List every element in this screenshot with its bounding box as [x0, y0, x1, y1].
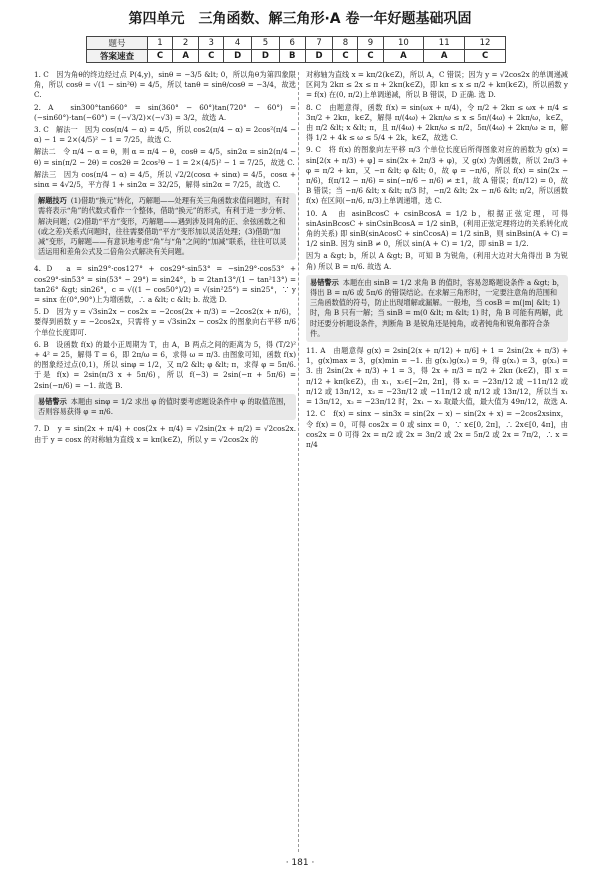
answer-cell: C — [148, 50, 173, 63]
solution-3-method-2: 解法二 令 π/4 − α = θ，则 α = π/4 − θ，cosθ = 4/5，sin2α = sin2(π/4 − θ) = sin(π/2 − 2θ) = cos2θ = 2cos²θ − 1 = 2×(4/5)² − 1 = 7/25，故选 C. — [34, 147, 296, 167]
answer-cell: C — [333, 50, 358, 63]
question-number: 11 — [424, 37, 465, 50]
tip-label: 解题技巧 — [38, 196, 67, 206]
right-column — [306, 70, 568, 860]
warning-text-2: 本题在由 sinB = 1/2 求角 B 的值时，容易忽略题设条件 a &gt; b，得出 B = π/6 或 5π/6 的错误结论。在求解三角形时，一定要注意角的范围和三角函数值的符号，防止出现增解或漏解。一般地，当 cosB = m(|m| &lt; 1) 时，角 B 只有一解；当 sinB = m(0 &lt; m &lt; 1) 时，角 B 可能有两解，此时还要分析题设条件，判断角 B 是锐角还是钝角，或者钝角和锐角都符合条件。 — [310, 277, 564, 338]
column-divider — [298, 72, 299, 852]
tip-box — [34, 193, 296, 260]
question-number: 12 — [465, 37, 506, 50]
page-number: · 181 · — [285, 858, 315, 868]
solution-6: 6. B 设函数 f(x) 的最小正周期为 T，由 A，B 两点之间的距离为 5，得 (T/2)² + 4² = 25，解得 T = 6，即 2π/ω = 6，求得 ω = π/3. 由图象可知，函数 f(x) 的图象经过点(0,1)，所以 sinφ = 1/2，又 π/2 &lt; φ &lt; π，求得 φ = 5π/6. 于是 f(x) = 2sin(π/3 x + 5π/6)，所以 f(−3) = 2sin(−π + 5π/6) = 2sin(−π/6) = −1. 故选 B. — [34, 339, 296, 390]
warning-box — [34, 394, 296, 420]
question-number: 3 — [199, 37, 224, 50]
question-number: 6 — [279, 37, 305, 50]
answer-cell: D — [224, 50, 252, 63]
solution-7-continued: 对称轴为直线 x = kπ/2(k∈Z)，所以 A，C 错误；因为 y = √2cos2x 的单调递减区间为 2kπ ≤ 2x ≤ π + 2kπ(k∈Z)，即 kπ ≤ x ≤ π/2 + kπ(k∈Z)，所以函数 y = f(x) 在(0, π/2)上单调递减，所以 B 错误，D 正确. 选 D. — [306, 70, 568, 100]
solution-10: 10. A 由 asinBcosC + csinBcosA = 1/2 b，根据正弦定理，可得 sinAsinBcosC + sinCsinBcosA = 1/2 sinB，(利用正弦定理将边的关系转化成角的关系) 即 sinB(sinAcosC + sinCcosA) = 1/2 sinB，则 sinBsin(A + C) = 1/2 sinB. 因为 sinB ≠ 0，所以 sin(A + C) = 1/2，即 sinB = 1/2. — [306, 208, 568, 249]
answer-cell: D — [305, 50, 333, 63]
answer-table-header: 答案速查 — [87, 50, 148, 63]
warning-text: 本题由 sinφ = 1/2 求出 φ 的值时要考虑题设条件中 φ 的取值范围，否则容易获得 φ = π/6. — [38, 396, 291, 417]
solution-4: 4. D a = sin29°·cos127° + cos29°·sin53° = −sin29°·cos53° + cos29°·sin53° = sin(53° − 29°) = sin24°，b = 2tan13°/(1 − tan²13°) = tan26° &gt; sin26°，c = √((1 − cos50°)/2) = √(sin²25°) = sin25°，∵ y = sinx 在(0°,90°)上为增函数，∴ a &lt; c &lt; b. 故选 D. — [34, 264, 296, 305]
solution-9: 9. C 将 f(x) 的图象向左平移 π/3 个单位长度后所得图象对应的函数为 g(x) = sin[2(x + π/3) + φ] = sin(2x + 2π/3 + φ)，又 g(x) 为偶函数，所以 2π/3 + φ = π/2 + kπ，又 −π &lt; φ &lt; 0，故 φ = −π/6，所以 f(x) = sin(2x − π/6)，f(π/12 − π/6) = sin(−π/6 − π/6) ≠ ±1，故 A 错误；f(π/12) = 0，故 B 错误；当 −π/6 &lt; x &lt; π/3 时，−π/2 &lt; 2x − π/6 &lt; π/2，所以函数 f(x) 在区间(−π/6, π/3)上单调递增，选 C. — [306, 145, 568, 206]
question-number: 4 — [224, 37, 252, 50]
solution-12: 12. C f(x) = sinx − sin3x = sin(2x − x) − sin(2x + x) = −2cos2xsinx，令 f(x) = 0，可得 cos2x = 0 或 sinx = 0，∵ x∈[0, 2π]，∴ 2x∈[0, 4π]，由 cos2x = 0 可得 2x = π/2 或 2x = 3π/2 或 2x = 5π/2 或 2x = 7π/2，∴ x = π/4 — [306, 409, 568, 449]
question-number: 2 — [173, 37, 199, 50]
question-number: 7 — [305, 37, 333, 50]
solution-8: 8. C 由题意得，函数 f(x) = sin(ωx + π/4)，令 π/2 + 2kπ ≤ ωx + π/4 ≤ 3π/2 + 2kπ，k∈Z，解得 π/(4ω) + 2kπ/ω ≤ x ≤ 5π/(4ω) + 2kπ/ω，k∈Z，由 π/2 &lt; x &lt; π，且 π/(4ω) + 2kπ/ω ≤ π/2，5π/(4ω) + 2kπ/ω ≥ π，解得 1/2 + 4k ≤ ω ≤ 5/4 + 2k，k∈Z，故选 C. — [306, 102, 568, 143]
warning-label-2: 易错警示 — [310, 277, 339, 287]
solution-2: 2. A sin300°tan660° = sin(360° − 60°)tan(720° − 60°) = (−sin60°)·tan(−60°) = (−√3/2)×(−√3) = 3/2，故选 A. — [34, 102, 296, 122]
solution-1: 1. C 因为角θ的终边经过点 P(4,y)，sinθ = −3/5 &lt; 0，所以角θ为第四象限角，所以 cosθ = √(1 − sin²θ) = 4/5，所以 tanθ = sinθ/cosθ = −3/4，故选 C. — [34, 70, 296, 100]
answer-cell: C — [199, 50, 224, 63]
solution-7: 7. D y = sin(2x + π/4) + cos(2x + π/4) = √2sin(2x + π/2) = √2cos2x. 由于 y = cosx 的对称轴为直线 x = kπ(k∈Z)，所以 y = √2cos2x 的 — [34, 424, 296, 444]
answer-cell: B — [279, 50, 305, 63]
answer-cell: A — [424, 50, 465, 63]
question-number: 10 — [383, 37, 424, 50]
answer-cell: D — [252, 50, 280, 63]
answer-cell: A — [173, 50, 199, 63]
warning-label: 易错警示 — [38, 396, 67, 406]
left-column — [34, 70, 296, 860]
solution-5: 5. D 因为 y = √3sin2x − cos2x = −2cos(2x + π/3) = −2cos2(x + π/6)，要得到函数 y = −2cos2x，只需将 y = √3sin2x − cos2x 的图象向右平移 π/6 个单位长度即可. — [34, 307, 296, 337]
question-number: 9 — [358, 37, 383, 50]
answer-table-header: 题号 — [87, 37, 148, 50]
solution-3-method-3: 解法三 因为 cos(π/4 − α) = 4/5，所以 √2/2(cosα + sinα) = 4/5，cosα + sinα = 4√2/5，平方得 1 + sin2α = 32/25，解得 sin2α = 7/25，故选 C. — [34, 169, 296, 190]
solution-3-method-1: 3. C 解法一 因为 cos(π/4 − α) = 4/5，所以 cos2(π/4 − α) = 2cos²(π/4 − α) − 1 = 2×(4/5)² − 1 = 7/25，故选 C. — [34, 125, 296, 145]
question-number: 8 — [333, 37, 358, 50]
answer-cell: C — [465, 50, 506, 63]
answer-cell: C — [358, 50, 383, 63]
question-number: 1 — [148, 37, 173, 50]
answer-table — [86, 36, 506, 63]
page-title: 第四单元 三角函数、解三角形·A 卷一年好题基础巩固 — [128, 11, 472, 27]
solution-10-continued: 因为 a &gt; b，所以 A &gt; B，可知 B 为锐角，(利用大边对大角得出 B 为锐角) 所以 B = π/6. 故选 A. — [306, 251, 568, 271]
tip-text: (1)借助“换元”转化，巧解题——处理有关三角函数求值问题时，有时需将表示“角”的代数式看作一个整体，借助“换元”的形式，有利于进一步分析、解决问题；(2)借助“平方”变形，巧解题——遇到涉及同角的正、余弦函数之和(或之差)关系式问题时，往往需要借助“平方”变形加以灵活处理；(3)借助“加减”变形，巧解题——有意识地考虑“角”与“角”之间的“加减”联系，往往可以灵活运用和差角公式及二倍角公式解决有关问题。 — [38, 196, 290, 257]
answer-cell: A — [383, 50, 424, 63]
warning-box-2 — [306, 275, 568, 342]
question-number: 5 — [252, 37, 280, 50]
solution-11: 11. A 由题意得 g(x) = 2sin[2(x + π/12) + π/6] + 1 = 2sin(2x + π/3) + 1，g(x)max = 3，g(x)min = −1. 由 g(x₁)g(x₂) = 9，得 g(x₁) = 3，g(x₂) = 3. 由 2sin(2x + π/3) + 1 = 3，得 2x + π/3 = π/2 + 2kπ (k∈Z)，即 x = π/12 + kπ(k∈Z)，由 x₁，x₂∈[−2π, 2π]，得 x₁ = −23π/12 或 −11π/12 或 π/12 或 13π/12，x₂ = −23π/12 或 −11π/12 或 π/12 或 13π/12，所以当 x₁ = 13π/12，x₂ = −23π/12 时，2x₁ − x₂ 取最大值，最大值为 49π/12，故选 A. — [306, 346, 568, 407]
